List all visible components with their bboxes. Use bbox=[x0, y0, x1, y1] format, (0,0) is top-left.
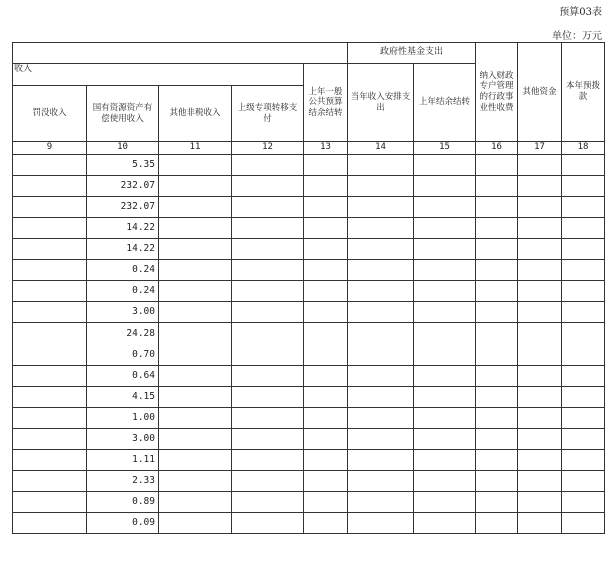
cell-col10: 14.22 bbox=[87, 239, 159, 260]
empty-cell bbox=[13, 302, 87, 323]
empty-cell bbox=[159, 492, 232, 513]
empty-cell bbox=[13, 281, 87, 302]
table-row bbox=[13, 492, 605, 513]
cell-col10: 14.22 bbox=[87, 218, 159, 239]
empty-cell bbox=[348, 281, 414, 302]
empty-cell bbox=[348, 429, 414, 450]
empty-cell bbox=[159, 281, 232, 302]
empty-cell bbox=[304, 281, 348, 302]
empty-cell bbox=[13, 197, 87, 218]
empty-cell bbox=[159, 239, 232, 260]
empty-cell bbox=[562, 513, 605, 534]
empty-cell bbox=[562, 302, 605, 323]
empty-cell bbox=[414, 387, 476, 408]
empty-cell bbox=[232, 513, 304, 534]
table-row bbox=[13, 429, 605, 450]
empty-cell bbox=[304, 471, 348, 492]
empty-cell bbox=[159, 197, 232, 218]
col-header-17: 其他资金 bbox=[518, 43, 562, 142]
empty-cell bbox=[562, 408, 605, 429]
empty-cell bbox=[304, 197, 348, 218]
empty-cell bbox=[414, 366, 476, 387]
empty-cell bbox=[13, 323, 87, 366]
empty-cell bbox=[562, 429, 605, 450]
empty-cell bbox=[476, 176, 518, 197]
empty-cell bbox=[414, 260, 476, 281]
col-num-15: 15 bbox=[414, 142, 476, 155]
empty-cell bbox=[232, 429, 304, 450]
empty-cell bbox=[159, 408, 232, 429]
empty-cell bbox=[562, 218, 605, 239]
empty-cell bbox=[159, 155, 232, 176]
empty-cell bbox=[13, 408, 87, 429]
cell-col10: 232.07 bbox=[87, 176, 159, 197]
column-number-row bbox=[13, 142, 605, 155]
cell-col10: 0.24 bbox=[87, 281, 159, 302]
empty-cell bbox=[13, 492, 87, 513]
empty-cell bbox=[414, 218, 476, 239]
empty-cell bbox=[304, 450, 348, 471]
empty-cell bbox=[304, 239, 348, 260]
empty-cell bbox=[562, 471, 605, 492]
empty-cell bbox=[348, 260, 414, 281]
income-header: 收入 bbox=[13, 64, 304, 86]
empty-cell bbox=[476, 281, 518, 302]
empty-cell bbox=[518, 387, 562, 408]
empty-cell bbox=[304, 260, 348, 281]
empty-cell bbox=[159, 513, 232, 534]
table-row bbox=[13, 197, 605, 218]
empty-cell bbox=[348, 302, 414, 323]
cell-col10: 232.07 bbox=[87, 197, 159, 218]
empty-cell bbox=[518, 513, 562, 534]
empty-cell bbox=[562, 450, 605, 471]
header-blank bbox=[13, 43, 348, 64]
empty-cell bbox=[13, 260, 87, 281]
empty-cell bbox=[414, 302, 476, 323]
form-code: 预算03表 bbox=[559, 7, 602, 18]
cell-col10: 4.15 bbox=[87, 387, 159, 408]
empty-cell bbox=[562, 281, 605, 302]
table-row bbox=[13, 218, 605, 239]
table-row bbox=[13, 471, 605, 492]
empty-cell bbox=[304, 218, 348, 239]
empty-cell bbox=[304, 513, 348, 534]
table-row bbox=[13, 323, 605, 366]
empty-cell bbox=[414, 197, 476, 218]
empty-cell bbox=[159, 323, 232, 366]
empty-cell bbox=[348, 155, 414, 176]
empty-cell bbox=[348, 387, 414, 408]
empty-cell bbox=[518, 281, 562, 302]
table-row bbox=[13, 366, 605, 387]
empty-cell bbox=[13, 218, 87, 239]
empty-cell bbox=[414, 408, 476, 429]
col-header-13: 上年一般公共预算结余结转 bbox=[304, 64, 348, 142]
empty-cell bbox=[232, 471, 304, 492]
col-num-12: 12 bbox=[232, 142, 304, 155]
empty-cell bbox=[476, 366, 518, 387]
col-num-9: 9 bbox=[13, 142, 87, 155]
empty-cell bbox=[518, 492, 562, 513]
empty-cell bbox=[159, 218, 232, 239]
empty-cell bbox=[13, 429, 87, 450]
empty-cell bbox=[304, 492, 348, 513]
empty-cell bbox=[232, 408, 304, 429]
empty-cell bbox=[414, 281, 476, 302]
empty-cell bbox=[348, 218, 414, 239]
empty-cell bbox=[518, 408, 562, 429]
empty-cell bbox=[232, 260, 304, 281]
cell-value: 24.28 bbox=[126, 327, 155, 339]
empty-cell bbox=[476, 513, 518, 534]
empty-cell bbox=[348, 408, 414, 429]
cell-col10: 3.00 bbox=[87, 302, 159, 323]
empty-cell bbox=[476, 239, 518, 260]
col-header-12: 上级专项转移支付 bbox=[232, 86, 304, 142]
empty-cell bbox=[159, 387, 232, 408]
empty-cell bbox=[13, 450, 87, 471]
empty-cell bbox=[159, 450, 232, 471]
empty-cell bbox=[304, 302, 348, 323]
empty-cell bbox=[414, 429, 476, 450]
empty-cell bbox=[476, 387, 518, 408]
col-num-14: 14 bbox=[348, 142, 414, 155]
empty-cell bbox=[476, 260, 518, 281]
empty-cell bbox=[518, 302, 562, 323]
empty-cell bbox=[562, 197, 605, 218]
empty-cell bbox=[562, 260, 605, 281]
empty-cell bbox=[159, 471, 232, 492]
table-row bbox=[13, 387, 605, 408]
empty-cell bbox=[348, 513, 414, 534]
cell-col10: 2.33 bbox=[87, 471, 159, 492]
empty-cell bbox=[159, 176, 232, 197]
empty-cell bbox=[562, 155, 605, 176]
empty-cell bbox=[13, 155, 87, 176]
empty-cell bbox=[159, 366, 232, 387]
empty-cell bbox=[304, 387, 348, 408]
empty-cell bbox=[414, 239, 476, 260]
empty-cell bbox=[232, 155, 304, 176]
empty-cell bbox=[232, 281, 304, 302]
empty-cell bbox=[518, 176, 562, 197]
cell-col10: 1.00 bbox=[87, 408, 159, 429]
col-num-17: 17 bbox=[518, 142, 562, 155]
col-num-13: 13 bbox=[304, 142, 348, 155]
empty-cell bbox=[476, 323, 518, 366]
empty-cell bbox=[562, 239, 605, 260]
header-row-1 bbox=[13, 43, 605, 64]
empty-cell bbox=[476, 218, 518, 239]
empty-cell bbox=[348, 323, 414, 366]
cell-col10: 1.11 bbox=[87, 450, 159, 471]
col-num-18: 18 bbox=[562, 142, 605, 155]
empty-cell bbox=[476, 155, 518, 176]
empty-cell bbox=[414, 155, 476, 176]
empty-cell bbox=[518, 197, 562, 218]
empty-cell bbox=[348, 450, 414, 471]
col-header-18: 本年预拨款 bbox=[562, 43, 605, 142]
cell-col10: 0.89 bbox=[87, 492, 159, 513]
empty-cell bbox=[232, 492, 304, 513]
budget-table bbox=[12, 42, 605, 534]
empty-cell bbox=[348, 471, 414, 492]
empty-cell bbox=[348, 239, 414, 260]
empty-cell bbox=[348, 366, 414, 387]
col-header-15: 上年结余结转 bbox=[414, 64, 476, 142]
empty-cell bbox=[348, 197, 414, 218]
cell-col10: 5.35 bbox=[87, 155, 159, 176]
table-row bbox=[13, 176, 605, 197]
empty-cell bbox=[476, 492, 518, 513]
col-header-9: 罚没收入 bbox=[13, 86, 87, 142]
table-row bbox=[13, 408, 605, 429]
empty-cell bbox=[304, 323, 348, 366]
empty-cell bbox=[232, 323, 304, 366]
cell-col10 bbox=[87, 323, 159, 366]
empty-cell bbox=[414, 471, 476, 492]
empty-cell bbox=[159, 260, 232, 281]
empty-cell bbox=[518, 155, 562, 176]
empty-cell bbox=[232, 366, 304, 387]
col-num-16: 16 bbox=[476, 142, 518, 155]
empty-cell bbox=[159, 429, 232, 450]
empty-cell bbox=[518, 239, 562, 260]
empty-cell bbox=[476, 471, 518, 492]
col-num-11: 11 bbox=[159, 142, 232, 155]
empty-cell bbox=[414, 176, 476, 197]
empty-cell bbox=[232, 387, 304, 408]
empty-cell bbox=[562, 492, 605, 513]
empty-cell bbox=[476, 408, 518, 429]
cell-col10: 0.64 bbox=[87, 366, 159, 387]
cell-col10: 0.09 bbox=[87, 513, 159, 534]
empty-cell bbox=[476, 302, 518, 323]
empty-cell bbox=[232, 176, 304, 197]
col-header-11: 其他非税收入 bbox=[159, 86, 232, 142]
empty-cell bbox=[159, 302, 232, 323]
empty-cell bbox=[13, 471, 87, 492]
empty-cell bbox=[414, 492, 476, 513]
empty-cell bbox=[562, 176, 605, 197]
cell-value: 0.70 bbox=[132, 348, 155, 360]
empty-cell bbox=[518, 450, 562, 471]
empty-cell bbox=[518, 323, 562, 366]
empty-cell bbox=[13, 513, 87, 534]
empty-cell bbox=[304, 408, 348, 429]
unit-label: 单位：万元 bbox=[552, 31, 602, 42]
col-header-10: 国有资源资产有偿使用收入 bbox=[87, 86, 159, 142]
table-row bbox=[13, 239, 605, 260]
empty-cell bbox=[562, 366, 605, 387]
empty-cell bbox=[518, 366, 562, 387]
empty-cell bbox=[476, 429, 518, 450]
empty-cell bbox=[304, 429, 348, 450]
empty-cell bbox=[13, 366, 87, 387]
empty-cell bbox=[414, 323, 476, 366]
empty-cell bbox=[13, 387, 87, 408]
empty-cell bbox=[518, 471, 562, 492]
empty-cell bbox=[348, 492, 414, 513]
table-row bbox=[13, 302, 605, 323]
empty-cell bbox=[518, 429, 562, 450]
table-row bbox=[13, 260, 605, 281]
col-num-10: 10 bbox=[87, 142, 159, 155]
table-row bbox=[13, 450, 605, 471]
col-header-14: 当年收入安排支出 bbox=[348, 64, 414, 142]
cell-col10: 0.24 bbox=[87, 260, 159, 281]
empty-cell bbox=[232, 239, 304, 260]
col-header-16: 纳入财政专户管理的行政事业性收费 bbox=[476, 43, 518, 142]
empty-cell bbox=[304, 366, 348, 387]
empty-cell bbox=[13, 176, 87, 197]
empty-cell bbox=[232, 450, 304, 471]
empty-cell bbox=[232, 302, 304, 323]
empty-cell bbox=[348, 176, 414, 197]
empty-cell bbox=[562, 387, 605, 408]
empty-cell bbox=[414, 450, 476, 471]
empty-cell bbox=[232, 218, 304, 239]
empty-cell bbox=[518, 218, 562, 239]
cell-col10: 3.00 bbox=[87, 429, 159, 450]
empty-cell bbox=[476, 197, 518, 218]
table-row bbox=[13, 281, 605, 302]
empty-cell bbox=[414, 513, 476, 534]
empty-cell bbox=[232, 197, 304, 218]
empty-cell bbox=[562, 323, 605, 366]
data-rows bbox=[13, 155, 605, 534]
empty-cell bbox=[476, 450, 518, 471]
table-row bbox=[13, 513, 605, 534]
empty-cell bbox=[13, 239, 87, 260]
gov-fund-header: 政府性基金支出 bbox=[348, 43, 476, 64]
empty-cell bbox=[304, 176, 348, 197]
empty-cell bbox=[518, 260, 562, 281]
table-row bbox=[13, 155, 605, 176]
empty-cell bbox=[304, 155, 348, 176]
